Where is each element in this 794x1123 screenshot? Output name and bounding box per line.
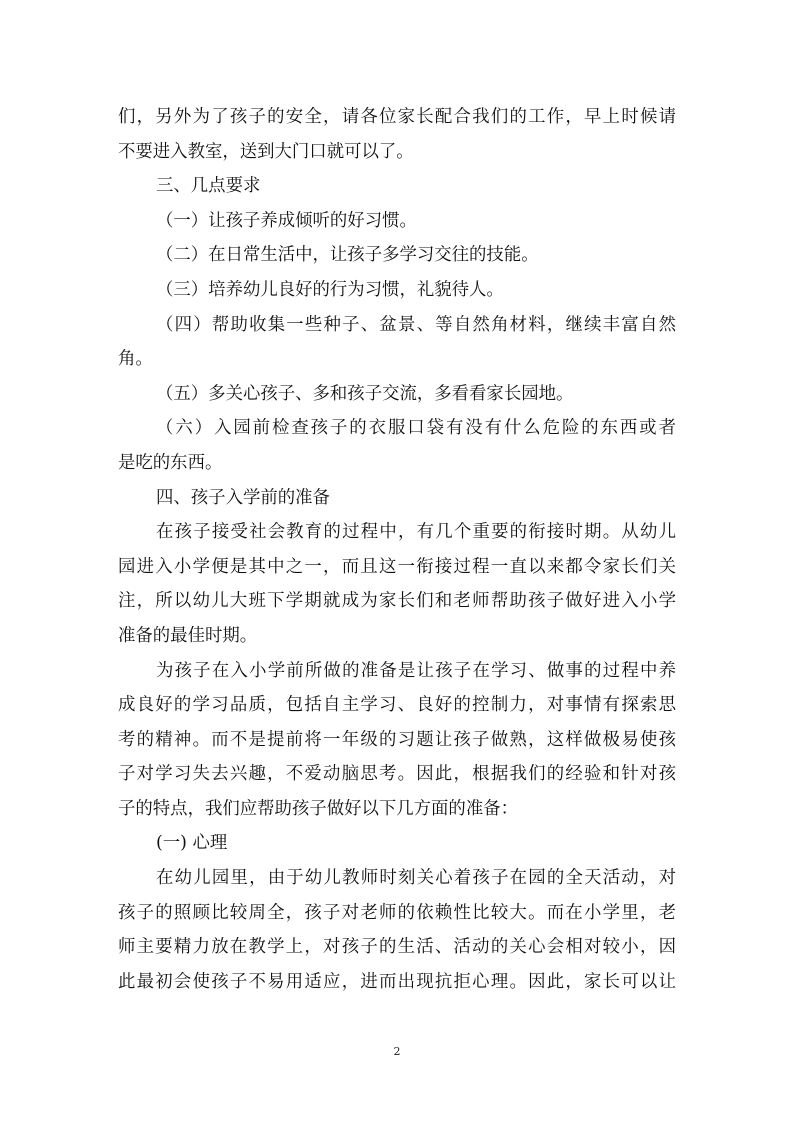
list-item: （一）让孩子养成倾听的好习惯。	[156, 210, 417, 231]
section-heading: 四、孩子入学前的准备	[156, 487, 330, 508]
text-line: 在幼儿园里，由于幼儿教师时刻关心着孩子在园的全天活动，对	[156, 868, 676, 889]
text-line: 孩子的照顾比较周全，孩子对老师的依赖性比较大。而在小学里，老	[118, 902, 676, 923]
list-item: （五）多关心孩子、多和孩子交流，多看看家长园地。	[156, 383, 574, 404]
subsection-heading: (一) 心理	[156, 833, 228, 854]
page-number: 2	[393, 1045, 401, 1058]
list-item: （二）在日常生活中，让孩子多学习交往的技能。	[156, 245, 539, 266]
text-line: 考的精神。而不是提前将一年级的习题让孩子做熟，这样做极易使孩	[118, 729, 676, 750]
text-line: 注，所以幼儿大班下学期就成为家长们和老师帮助孩子做好进入小学	[118, 591, 676, 612]
list-item: （三）培养幼儿良好的行为习惯，礼貌待人。	[156, 279, 504, 300]
section-heading: 三、几点要求	[156, 176, 261, 197]
text-line: 角。	[118, 349, 153, 370]
text-line: 此最初会使孩子不易用适应，进而出现抗拒心理。因此，家长可以让	[118, 971, 676, 992]
text-line: 子的特点，我们应帮助孩子做好以下几方面的准备：	[118, 798, 518, 819]
text-line: 不要进入教室，送到大门口就可以了。	[118, 141, 414, 162]
list-item: （六）入园前检查孩子的衣服口袋有没有什么危险的东西或者	[156, 418, 676, 439]
document-body	[118, 100, 676, 999]
text-line: 们，另外为了孩子的安全，请各位家长配合我们的工作，早上时候请	[118, 107, 676, 127]
text-line: 是吃的东西。	[118, 452, 223, 473]
text-line: 师主要精力放在教学上，对孩子的生活、活动的关心会相对较小，因	[118, 937, 676, 958]
list-item: （四）帮助收集一些种子、盆景、等自然角材料，继续丰富自然	[156, 314, 676, 335]
text-line: 为孩子在入小学前所做的准备是让孩子在学习、做事的过程中养	[156, 660, 676, 681]
text-line: 准备的最佳时期。	[118, 625, 258, 646]
text-line: 子对学习失去兴趣，不爱动脑思考。因此，根据我们的经验和针对孩	[118, 764, 676, 785]
text-line: 园进入小学便是其中之一，而且这一衔接过程一直以来都令家长们关	[118, 556, 676, 577]
text-line: 在孩子接受社会教育的过程中，有几个重要的衔接时期。从幼儿	[156, 522, 676, 543]
text-line: 成良好的学习品质，包括自主学习、良好的控制力，对事情有探索思	[118, 695, 676, 716]
